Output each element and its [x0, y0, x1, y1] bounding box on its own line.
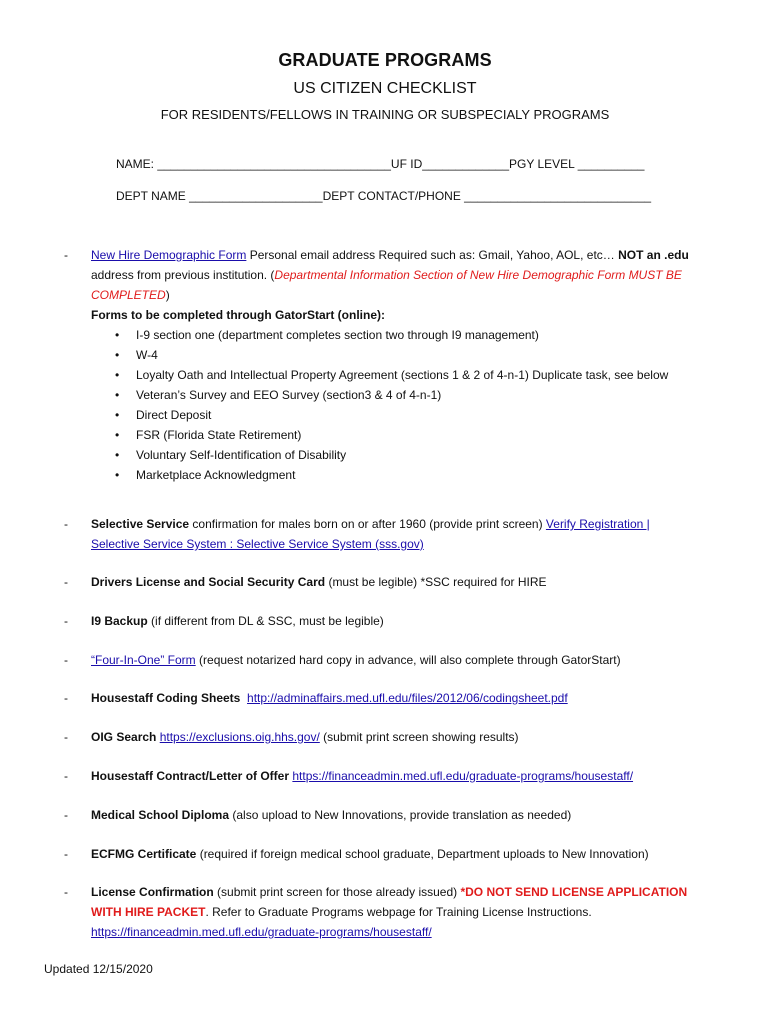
item-bold: ECFMG Certificate [91, 847, 197, 861]
list-dash: - [64, 614, 68, 628]
item-text: confirmation for males born on or after 1960 (provide print screen) [189, 517, 546, 531]
item-bold: Housestaff Contract/Letter of Offer [91, 769, 290, 783]
item-bold: License Confirmation [91, 885, 214, 899]
bullet-icon: • [115, 348, 120, 362]
list-item [91, 385, 731, 405]
item-red-note: Departmental Information Section of New Hire Demographic Form MUST BE [274, 268, 682, 282]
list-dash: - [64, 730, 68, 744]
selective-service-system-link[interactable]: Selective Service System : Selective Service System (sss.gov) [91, 537, 424, 551]
page-title: GRADUATE PROGRAMS [278, 50, 492, 70]
item-text: (submit print screen showing results) [319, 730, 519, 744]
verify-registration-link[interactable]: Verify Registration | [545, 517, 650, 531]
bullet-icon: • [115, 408, 120, 422]
item-text: (required if foreign medical school graduate, Department uploads to New Innovation) [196, 847, 649, 861]
item-text: Direct Deposit [136, 408, 212, 422]
bullet-icon: • [115, 468, 120, 482]
page-subtitle: US CITIZEN CHECKLIST [293, 80, 477, 97]
item-bold: I9 Backup [91, 614, 148, 628]
housestaff-license-link[interactable]: https://financeadmin.med.ufl.edu/graduate-programs/housestaff/ [91, 925, 432, 939]
item-text: (also upload to New Innovations, provide translation as needed) [229, 808, 572, 822]
list-item [91, 425, 731, 445]
list-dash: - [64, 691, 68, 705]
new-hire-demographic-form-link[interactable]: New Hire Demographic Form [91, 248, 247, 262]
list-dash: - [64, 847, 68, 861]
list-item [91, 405, 731, 425]
item-text: FSR (Florida State Retirement) [136, 428, 302, 442]
list-item [91, 365, 731, 385]
list-item [91, 465, 731, 485]
gatorstart-forms-list [91, 325, 731, 485]
item-text: address from previous institution. ( [91, 268, 275, 282]
bullet-icon: • [115, 428, 120, 442]
item-bold: Housestaff Coding Sheets [91, 691, 241, 705]
oig-exclusions-link[interactable]: https://exclusions.oig.hhs.gov/ [159, 730, 320, 744]
item-bold: NOT an .edu [618, 248, 689, 262]
item-text: (submit print screen for those already issued) [213, 885, 461, 899]
item-red-note: COMPLETED [91, 288, 166, 302]
item-bold: Drivers License and Social Security Card [91, 575, 326, 589]
item-text: Marketplace Acknowledgment [136, 468, 296, 482]
list-item [91, 325, 731, 345]
list-dash: - [64, 653, 68, 667]
item-bold: Medical School Diploma [91, 808, 230, 822]
updated-date: Updated 12/15/2020 [44, 962, 153, 976]
item-text: (request notarized hard copy in advance, will also complete through GatorStart) [195, 653, 621, 667]
list-item [91, 345, 731, 365]
list-dash: - [64, 885, 68, 899]
item-text: . Refer to Graduate Programs webpage for Training License Instructions. [205, 905, 592, 919]
item-text: ) [165, 288, 170, 302]
bullet-icon: • [115, 328, 120, 342]
item-text: Veteran’s Survey and EEO Survey (section3 & 4 of 4-n-1) [136, 388, 442, 402]
item-bold: OIG Search [91, 730, 157, 744]
housestaff-link[interactable]: https://financeadmin.med.ufl.edu/graduate-programs/housestaff/ [292, 769, 634, 783]
bullet-icon: • [115, 368, 120, 382]
list-dash: - [64, 517, 68, 531]
page-subtitle-programs: FOR RESIDENTS/FELLOWS IN TRAINING OR SUBSPECIALY PROGRAMS [160, 107, 610, 122]
list-dash: - [64, 575, 68, 589]
item-text: I-9 section one (department completes section two through I9 management) [136, 328, 539, 342]
coding-sheet-link[interactable]: http://adminaffairs.med.ufl.edu/files/2012/06/codingsheet.pdf [247, 691, 568, 705]
item-text: W-4 [136, 348, 158, 362]
bullet-icon: • [115, 448, 120, 462]
item-text: Loyalty Oath and Intellectual Property Agreement (sections 1 & 2 of 4-n-1) Duplicate task, see below [136, 368, 669, 382]
gatorstart-forms-heading: Forms to be completed through GatorStart (online): [91, 308, 385, 322]
item-text: Voluntary Self-Identification of Disability [136, 448, 347, 462]
list-dash: - [64, 248, 68, 262]
item-bold: Selective Service [91, 517, 190, 531]
name-id-pgy-field-line[interactable]: NAME: ___________________________________UF ID_____________PGY LEVEL __________ [116, 157, 645, 171]
item-text: (must be legible) *SSC required for HIRE [325, 575, 547, 589]
list-item [91, 445, 731, 465]
dept-contact-field-line[interactable]: DEPT NAME ____________________DEPT CONTACT/PHONE ____________________________ [116, 189, 652, 203]
item-red-warning: *DO NOT SEND LICENSE APPLICATION [460, 885, 688, 899]
four-in-one-form-link[interactable]: “Four-In-One” Form [91, 653, 196, 667]
list-dash: - [64, 769, 68, 783]
item-red-warning: WITH HIRE PACKET [91, 905, 206, 919]
list-dash: - [64, 808, 68, 822]
bullet-icon: • [115, 388, 120, 402]
item-text: (if different from DL & SSC, must be legible) [147, 614, 384, 628]
item-text: Personal email address Required such as: Gmail, Yahoo, AOL, etc… [246, 248, 619, 262]
